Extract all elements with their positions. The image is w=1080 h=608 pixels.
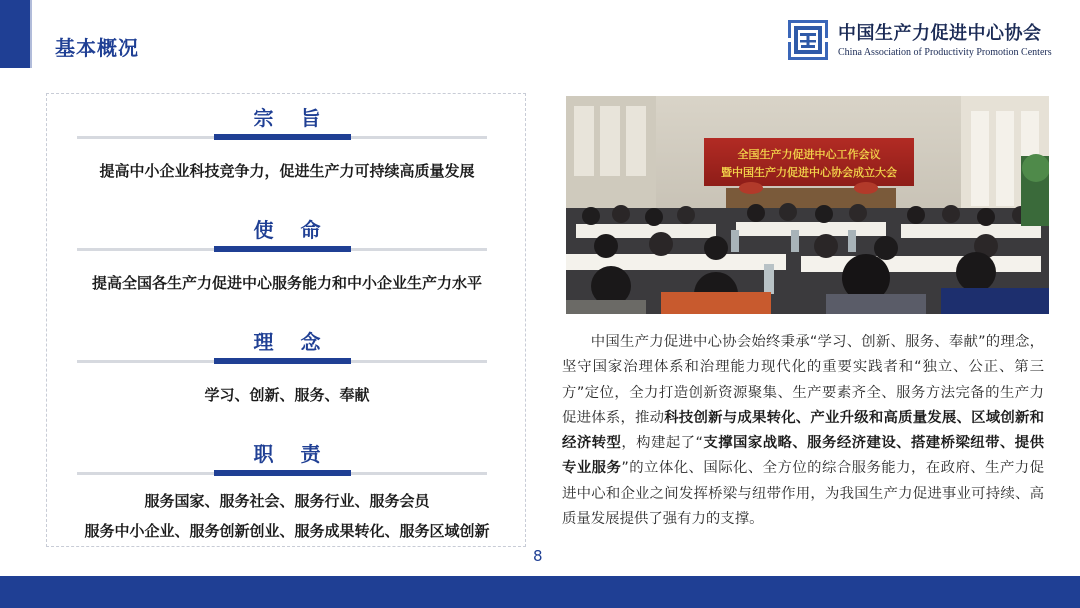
section-duties	[47, 432, 527, 546]
banner-line-1: 全国生产力促进中心工作会议	[737, 148, 881, 161]
corner-accent-line	[30, 0, 32, 68]
page-number: 8	[533, 547, 543, 565]
section-text: 服务国家、服务社会、服务行业、服务会员	[144, 492, 430, 510]
footer-bar	[0, 576, 1080, 608]
association-description: 中国生产力促进中心协会始终秉承“学习、创新、服务、奉献”的理念，坚守国家治理体系和治理能力现代化的重要实践者和“独立、公正、第三方”定位，全力打造创新资源聚集、生产要素齐全、服务方法完备的生产力促进体系，推动科技创新与成果转化、产业升级和高质量发展、区域创新和经济转型，构建起了“支撑国家战略、服务经济建设、搭建桥梁纽带、提供专业服务”的立体化、国际化、全方位的综合服务能力，在政府、生产力促进中心和企业之间发挥桥梁与纽带作用，为我国生产力促进事业可持续、高质量发展提供了强有力的支撑。	[562, 334, 1044, 528]
association-name-cn: 中国生产力促进中心协会	[838, 23, 1042, 44]
banner-line-2: 暨中国生产力促进中心协会成立大会	[721, 166, 897, 179]
association-logo	[786, 18, 1072, 64]
section-divider-accent	[214, 246, 351, 252]
section-text: 提高中小企业科技竞争力，促进生产力可持续高质量发展	[99, 162, 475, 180]
section-text: 提高全国各生产力促进中心服务能力和中小企业生产力水平	[91, 274, 482, 292]
section-text: 服务中小企业、服务创新创业、服务成果转化、服务区域创新	[84, 522, 490, 540]
corner-accent	[0, 0, 30, 68]
section-title: 使 命	[253, 218, 331, 242]
overview-panel	[46, 93, 526, 547]
section-purpose	[47, 96, 527, 186]
section-title: 职 责	[253, 442, 331, 466]
highlight-text: 支撑国家战略、服务经济建设、搭建桥梁纽带、提供专业服务	[562, 435, 1044, 477]
section-text: 学习、创新、服务、奉献	[204, 386, 370, 404]
section-divider-accent	[214, 358, 351, 364]
section-divider-accent	[214, 134, 351, 140]
conference-photo-image	[566, 96, 1049, 314]
conference-photo	[566, 96, 1049, 314]
association-emblem-icon	[788, 20, 828, 60]
page-title: 基本概况	[55, 36, 139, 60]
highlight-text: 科技创新与成果转化、产业升级和高质量发展、区域创新和经济转型	[562, 409, 1044, 452]
section-mission	[47, 208, 527, 298]
section-divider-accent	[214, 470, 351, 476]
section-title: 宗 旨	[253, 106, 331, 130]
association-name-en: China Association of Productivity Promotion Centers	[838, 47, 1052, 58]
section-philosophy	[47, 320, 527, 410]
section-title: 理 念	[253, 330, 331, 354]
